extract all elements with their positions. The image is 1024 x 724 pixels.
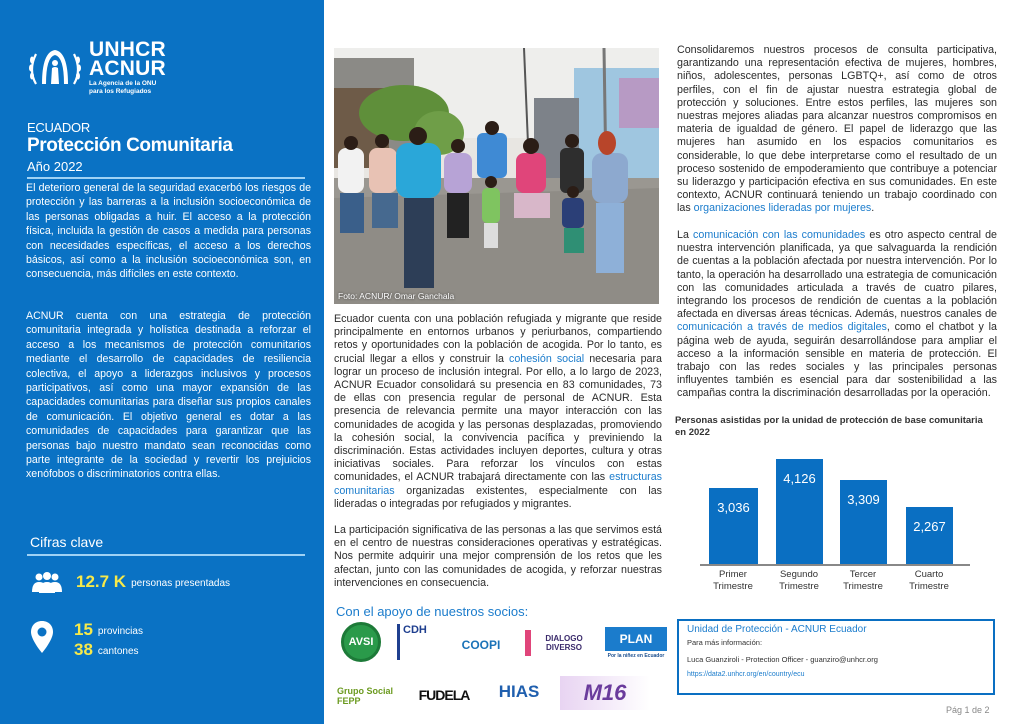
kpi-people [30, 572, 230, 594]
page-title: Protección Comunitaria [27, 135, 233, 156]
text-span: necesaria para lograr un proceso de inclusión integral. Por ello, a lo largo de 2023, ACNUR Ecuador consolidará su presencia en 83 comunidades, 73 de ellas con presencia regular de personal de ACNUR. Esta presencia de relevancia permite una mayor interacción con las comunidades de acogida y las personas desplazadas, promoviendo la cohesión social, la convivencia pacífica y previniendo la discriminación. Estas actividades incluyen deportes, cultura y otras iniciativas sociales. Para reforzar los vínculos con estas comunidades, el ACNUR trabajará directamente con las [334, 352, 662, 484]
x-label-line: Primer [719, 569, 747, 580]
bar-q2-value: 4,126 [783, 471, 816, 486]
title-divider [27, 177, 305, 179]
logo-acnur: ACNUR [89, 57, 166, 80]
bar-q4-value: 2,267 [913, 519, 946, 534]
year-label: Año 2022 [27, 159, 83, 174]
text-span: Consolidaremos nuestros procesos de consulta participativa, garantizando una representación efectiva de mujeres, hombres, niños, adolescentes, personas LGBTQ+, así como de otros perfiles, con el fin de ajustar nuestra estrategia global de protección y soluciones. Entre estos perfiles, las mujeres son nuestras mejores aliadas para alcanzar nuestros compromisos en materia de igualdad de género. El papel de liderazgo que las mujeres han asumido en los espacios comunitarios es considerable, lo que debe interpretarse como el resultado de un proceso sostenido de empoderamiento que contribuye a potenciar su liderazgo y participación efectiva en sus comunidades. En este contexto, ACNUR continuará teniendo un trabajo coordinado con las [677, 44, 997, 215]
map-pin-icon [30, 620, 54, 654]
logo-wordmark [89, 40, 166, 96]
people-group-icon [30, 572, 64, 594]
contact-url-link[interactable]: https://data2.unhcr.org/en/country/ecu [687, 671, 805, 678]
x-label-line: Trimestre [713, 581, 753, 592]
chart-title: Personas asistidas por la unidad de protección de base comunitaria en 2022 [675, 415, 983, 438]
kpi-cantons-value: 38 [74, 640, 93, 659]
kpi-people-label: personas presentadas [131, 578, 231, 589]
key-figures-heading: Cifras clave [30, 534, 104, 550]
x-label-line: Tercer [849, 569, 877, 580]
page-number: Pág 1 de 2 [946, 705, 990, 715]
bar-q1-value: 3,036 [717, 500, 750, 515]
kpi-provinces [74, 620, 143, 640]
bar-q3-value: 3,309 [847, 492, 880, 507]
partners-heading: Con el apoyo de nuestros socios: [336, 604, 529, 619]
partner-logos [335, 622, 670, 722]
link-social-cohesion[interactable]: cohesión social [508, 352, 585, 365]
partner-logo-hias: HIAS [498, 682, 540, 701]
x-label-q4 [899, 569, 959, 593]
link-community-structures[interactable]: estructuras comunitarias [334, 471, 662, 497]
logo-tagline-2: para los Refugiados [89, 88, 152, 95]
kpi-cantons [74, 640, 143, 660]
bar-q1 [709, 488, 758, 564]
strategy-paragraph: ACNUR cuenta con una estrategia de protección comunitaria integrada y holística destinada a reforzar el acceso a los mecanismos de protección comunitarios mediante el desarrollo de capacidades de resiliencia colectiva, el apoyo a liderazgos inclusivos y procesos participativos, así como una mayor expansión de las capacidades comunitarias para diseñar sus propios canales de comunicación. El objetivo general es dotar a las comunidades de capacidades para garantizar que las personas bajo nuestro mandato sean reconocidas como parte integrante de la sociedad y revertir los prejuicios xenófobos o discriminatorios contra ellas. [26, 310, 311, 481]
bar-q2 [776, 459, 823, 564]
partner-logo-dialogo-diverso: DIALOGO DIVERSO [525, 630, 597, 656]
x-label-line: Trimestre [843, 581, 883, 592]
text-span: , como el chatbot y la página web de ayuda, seguirán desarrollándose para ampliar el acceso a la información sensible en materia de protección. El trabajo con las redes sociales y las principales personas influyentes también es esencial para dar sostenibilidad a las campañas contra la discriminación desarrolladas por la operación. [677, 321, 997, 400]
bar-q4 [906, 507, 953, 564]
contact-box [677, 619, 995, 695]
text-span: Ecuador cuenta con una población refugiada y migrante que reside principalmente en entornos urbanos y periurbanos, compartiendo retos y oportunidades con la población de acogida. Por lo tanto, es crucial llegar a ellos y construir la [334, 313, 662, 365]
country-label: ECUADOR [27, 120, 90, 135]
kpi-people-value: 12.7 K [76, 572, 127, 591]
partner-logo-fudela: FUDELA [418, 687, 470, 703]
text-span: es otro aspecto central de nuestra intervención planificada, ya que salvaguarda la rendición de cuentas a la población afectada por nuestra intervención. Por lo tanto, la operación ha desarrollado una estrategia de comunicación con las comunidades articulada a través de cuatro pilares, integrando los procesos de rendición de cuentas a la población afectada en diversas áreas técnicas. Además, nuestros canales de [677, 229, 998, 321]
consultation-paragraph [677, 44, 997, 216]
x-label-line: Trimestre [779, 581, 819, 592]
contact-title: Unidad de Protección - ACNUR Ecuador [687, 624, 867, 635]
intro-paragraph: El deterioro general de la seguridad exacerbó los riesgos de protección y las barreras a la inclusión socioeconómica de las personas obligadas a huir. El acceso a la protección física, incluida la gestión de casos a medida para personas con necesidades específicas, el acceso a los derechos básicos, así como a la inclusión socioeconómica son, en consecuencia, más difíciles en este contexto. [26, 182, 311, 281]
communication-paragraph [677, 229, 997, 401]
x-label-q1 [703, 569, 763, 593]
text-span: La [677, 229, 694, 241]
chart-x-axis [700, 564, 970, 566]
contact-person[interactable]: Luca Guanziroli - Protection Officer - guanziro@unhcr.org [687, 655, 878, 664]
kpi-locations [30, 620, 143, 660]
integration-paragraph [334, 313, 662, 511]
bar-chart [700, 440, 970, 600]
partner-logo-fepp: Grupo Social FEPP [337, 686, 394, 706]
bar-q3 [840, 480, 887, 564]
partner-logo-coopi: COOPI [461, 638, 501, 652]
link-digital-media-communication[interactable]: comunicación a través de medios digitales [677, 321, 887, 334]
text-span: . [871, 202, 875, 215]
kpi-provinces-label: provincias [97, 626, 143, 637]
x-label-q2 [769, 569, 829, 593]
unhcr-logo [26, 40, 166, 96]
community-photo [334, 48, 659, 304]
kpi-provinces-value: 15 [74, 620, 93, 639]
x-label-line: Cuarto [914, 569, 944, 580]
link-women-led-organizations[interactable]: organizaciones lideradas por mujeres [693, 202, 872, 215]
partner-logo-avsi: AVSI [341, 622, 381, 662]
street-scene-image [334, 48, 659, 304]
logo-unhcr: UNHCR [89, 38, 166, 61]
partner-logo-plan-tagline: Por la niñez en Ecuador [607, 653, 665, 659]
photo-caption: Foto: ACNUR/ Omar Ganchala [338, 291, 455, 301]
partner-logo-cdh: CDH [397, 624, 437, 660]
partner-logo-m16: M16 [560, 676, 650, 710]
x-label-q3 [833, 569, 893, 593]
x-label-line: Trimestre [909, 581, 949, 592]
text-span: organizadas existentes, especialmente con las lideradas o integradas por refugiados y migrantes. [334, 484, 662, 510]
unhcr-emblem-icon [26, 44, 84, 92]
participation-paragraph: La participación significativa de las personas a las que servimos está en el centro de nuestras consideraciones operativas y estratégicas. Nos permite adquirir una mejor comprensión de los retos que les afectan, junto con las comunidades de acogida, y reforzar nuestras intervenciones en consecuencia. [334, 524, 662, 589]
key-figures-divider [27, 554, 305, 556]
link-communication-with-communities[interactable]: comunicación con las comunidades [693, 229, 866, 241]
sidebar [0, 0, 324, 724]
partner-logo-plan: PLAN [605, 627, 667, 651]
kpi-cantons-label: cantones [97, 646, 139, 657]
logo-tagline-1: La Agencia de la ONU [89, 80, 157, 87]
x-label-line: Segundo [779, 569, 819, 580]
contact-info-label: Para más información: [687, 638, 763, 647]
